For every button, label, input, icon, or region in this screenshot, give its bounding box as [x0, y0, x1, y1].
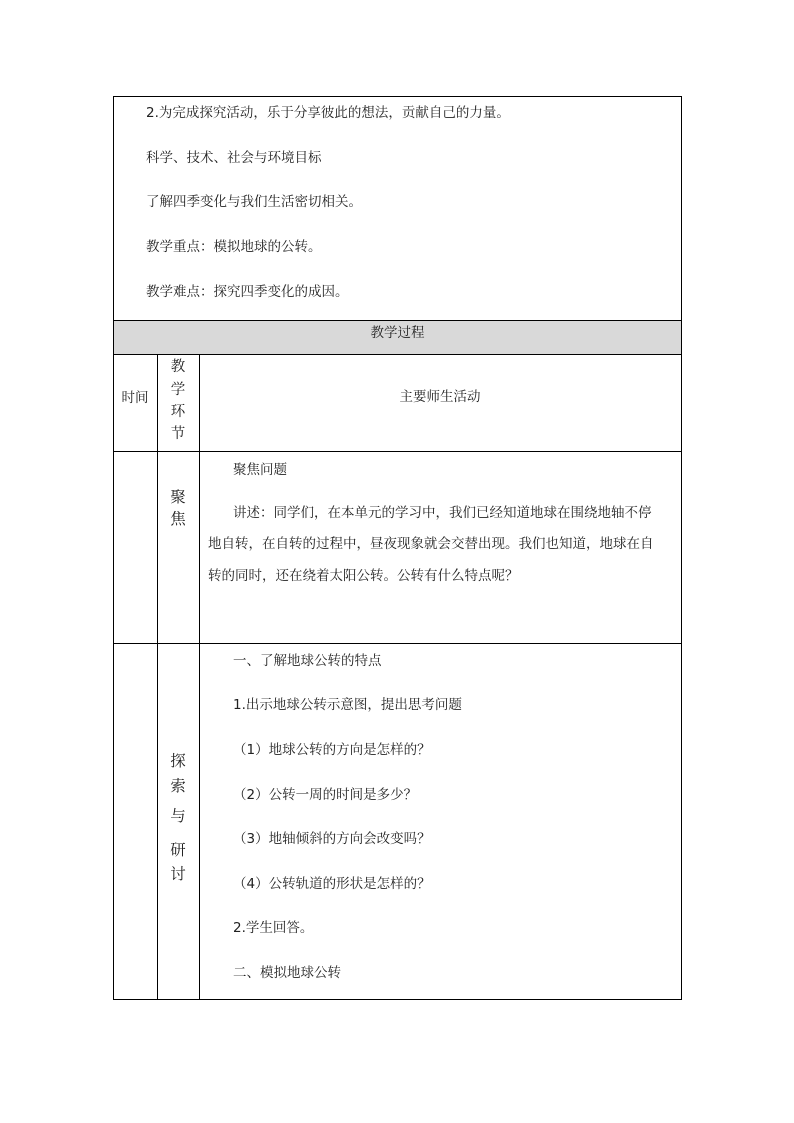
- explore-line-5: （3）地轴倾斜的方向会改变吗？: [233, 831, 431, 847]
- explore-stage-char-5: 讨: [170, 865, 186, 883]
- column-activity: 主要师生活动: [399, 389, 481, 405]
- focus-line-2: 地自转，在自转的过程中，昼夜现象就会交替出现。我们也知道，地球在自: [208, 536, 654, 552]
- column-stage-char-4: 节: [170, 426, 186, 442]
- explore-line-3: （1）地球公转的方向是怎样的？: [233, 742, 431, 758]
- objective-line-5: 教学难点：探究四季变化的成因。: [146, 284, 349, 300]
- explore-stage-char-2: 索: [170, 777, 186, 795]
- explore-line-2: 1.出示地球公转示意图，提出思考问题: [233, 697, 462, 713]
- explore-line-8: 二、模拟地球公转: [233, 965, 341, 981]
- focus-line-1: 讲述：同学们，在本单元的学习中，我们已经知道地球在围绕地轴不停: [233, 505, 652, 521]
- explore-stage-char-4: 研: [170, 841, 186, 859]
- explore-stage-char-3: 与: [170, 807, 186, 825]
- explore-line-4: （2）公转一周的时间是多少？: [233, 787, 418, 803]
- focus-stage-char-2: 焦: [170, 510, 186, 528]
- rule-col-2: [199, 354, 200, 1000]
- column-stage-char-2: 学: [170, 382, 186, 398]
- rule-col-1: [157, 354, 158, 1000]
- objective-line-2: 科学、技术、社会与环境目标: [146, 150, 322, 166]
- rule-objectives-bottom: [113, 320, 682, 321]
- focus-line-3: 转的同时，还在绕着太阳公转。公转有什么特点呢？: [208, 568, 519, 584]
- border-top: [113, 96, 682, 97]
- objective-line-3: 了解四季变化与我们生活密切相关。: [146, 194, 362, 210]
- explore-stage-char-1: 探: [170, 752, 186, 770]
- objective-line-4: 教学重点：模拟地球的公转。: [146, 239, 322, 255]
- process-header: 教学过程: [370, 325, 425, 341]
- focus-stage-char-1: 聚: [170, 488, 186, 506]
- explore-line-7: 2.学生回答。: [233, 920, 314, 936]
- objective-line-1: 2.为完成探究活动，乐于分享彼此的想法，贡献自己的力量。: [146, 105, 510, 121]
- border-right: [681, 96, 682, 1000]
- column-time: 时间: [121, 390, 149, 406]
- focus-title: 聚焦问题: [233, 462, 287, 478]
- explore-line-1: 一、了解地球公转的特点: [233, 653, 382, 669]
- lesson-plan-table: [113, 96, 682, 1000]
- border-left: [113, 96, 114, 1000]
- explore-line-6: （4）公转轨道的形状是怎样的？: [233, 876, 431, 892]
- column-stage-char-1: 教: [170, 359, 186, 375]
- column-stage-char-3: 环: [170, 404, 186, 420]
